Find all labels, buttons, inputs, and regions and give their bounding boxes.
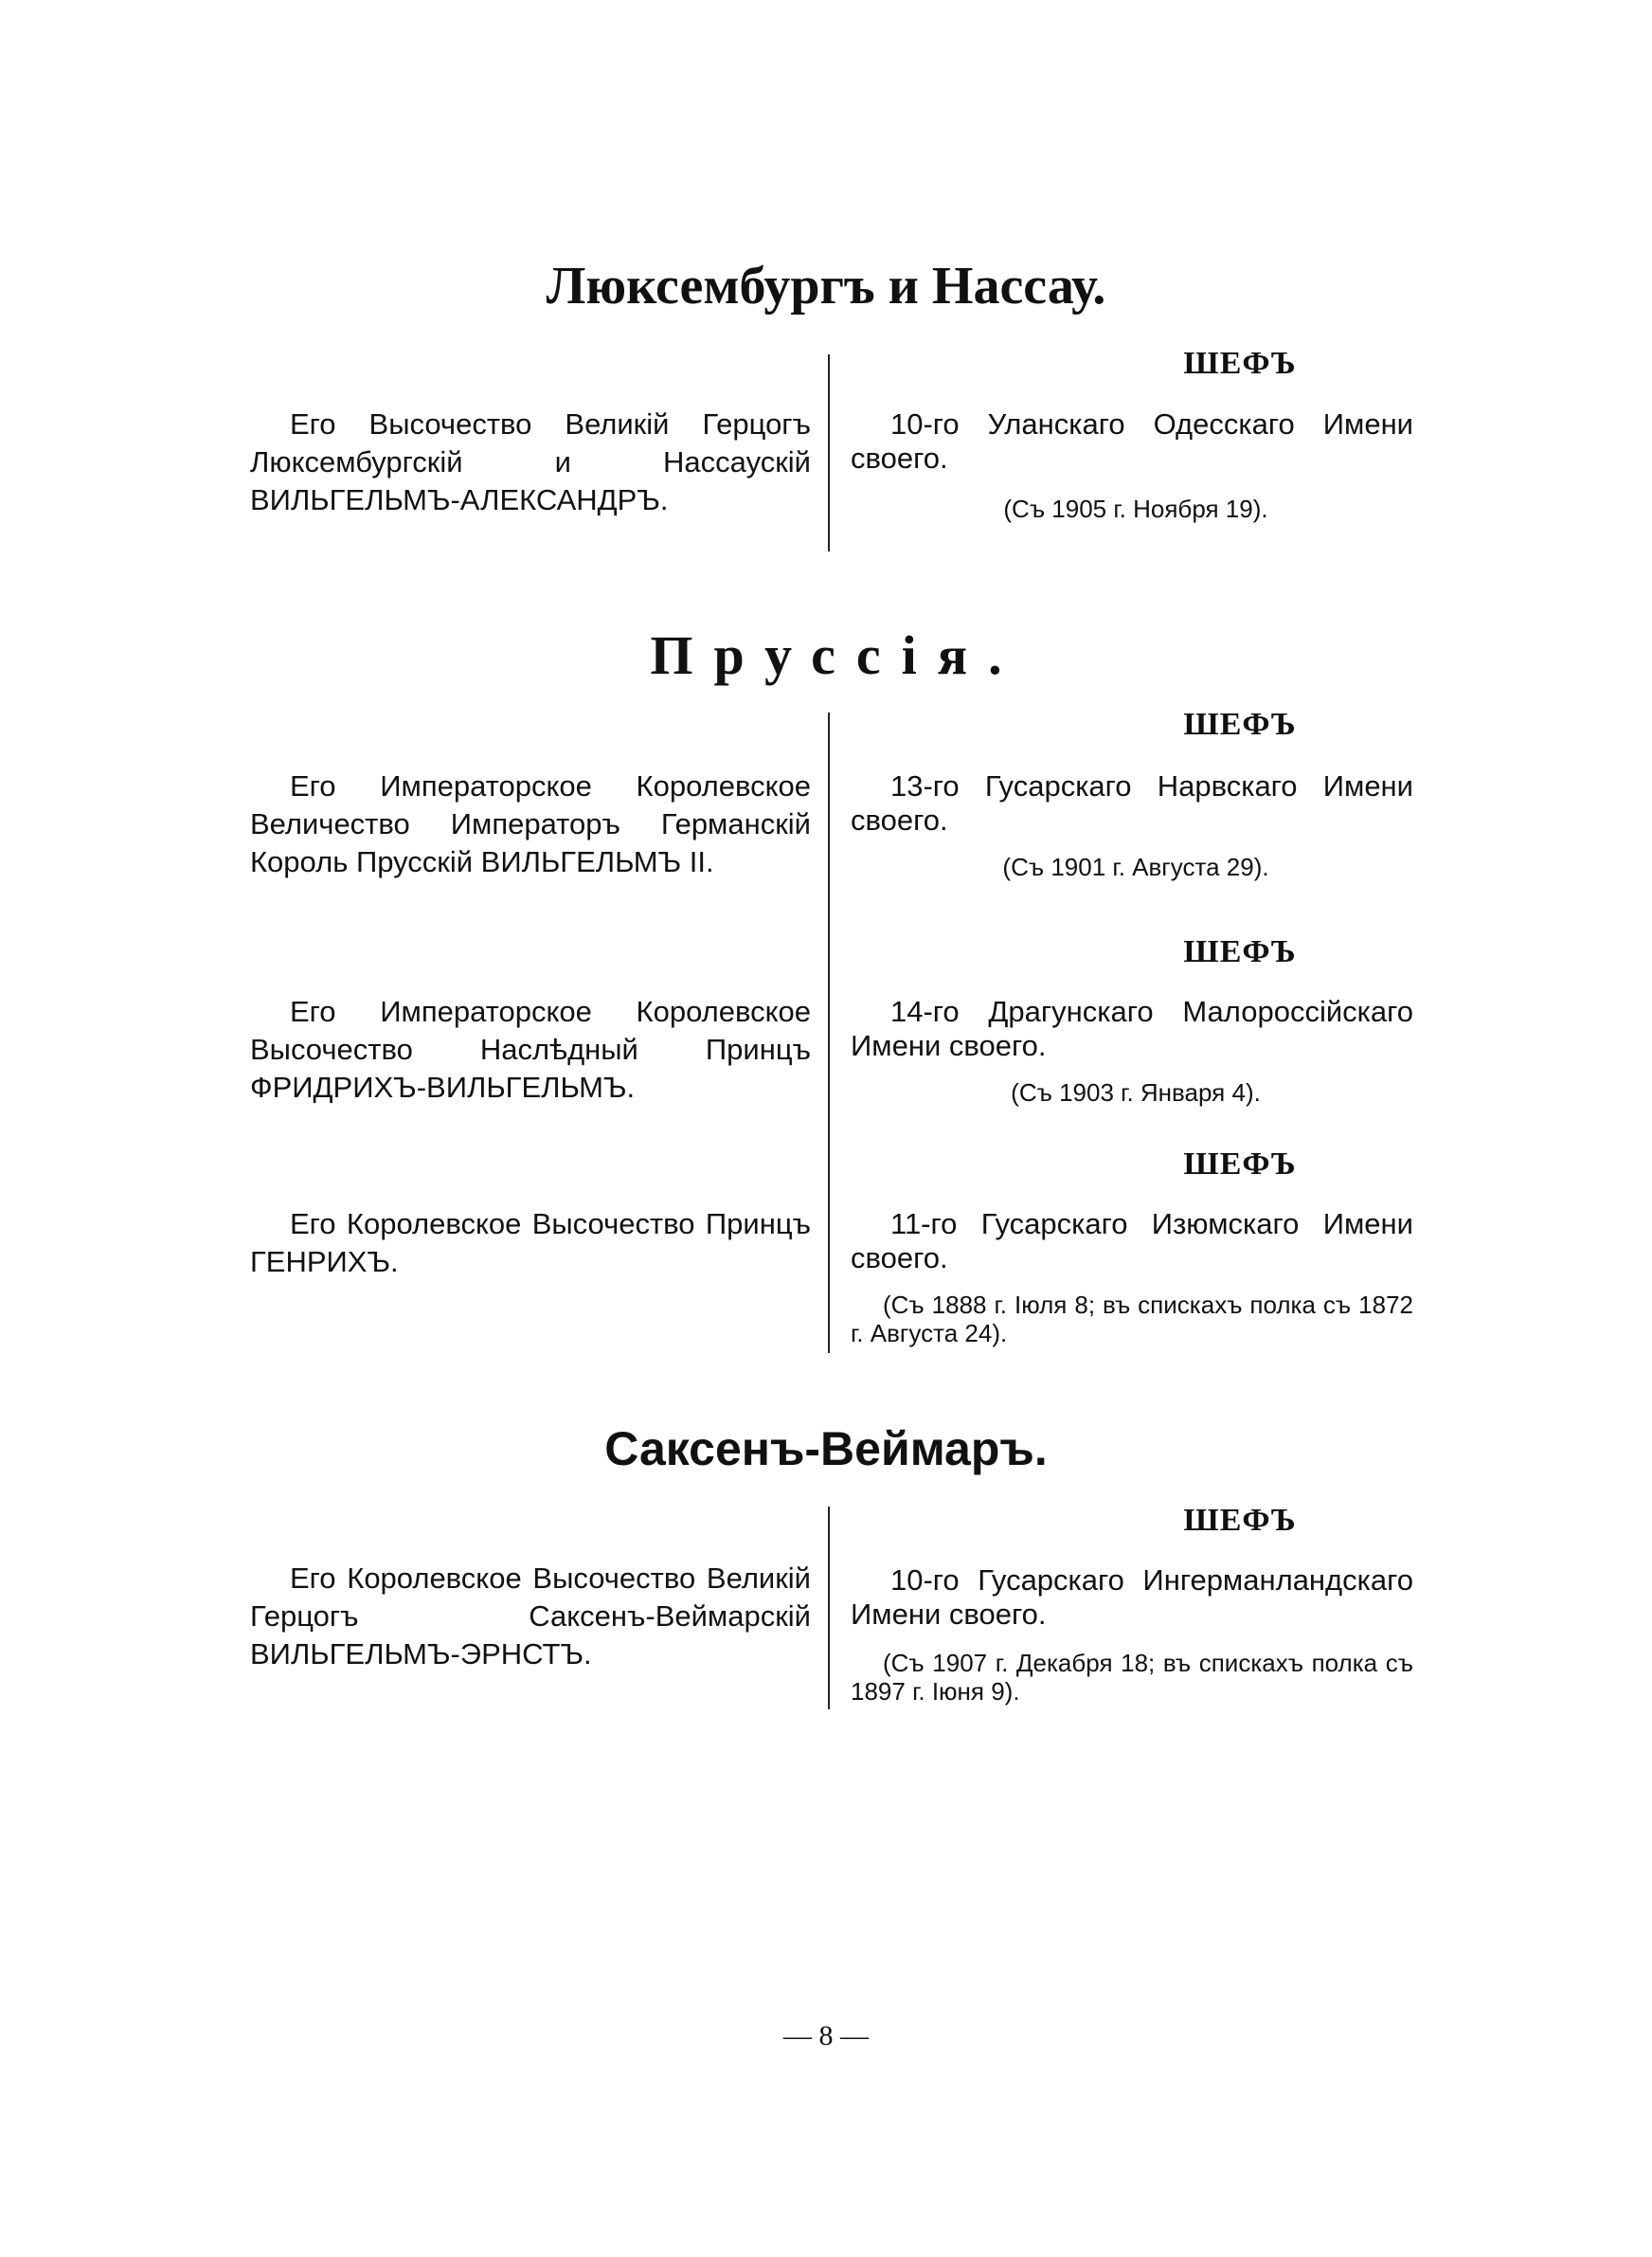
person-name: Его Высочество Великій Герцогъ Люксембургскій и Нассаускій ВИЛЬГЕЛЬМЪ-АЛЕКСАНДРЪ.	[250, 407, 811, 516]
regiment-name: 14-го Драгунскаго Малороссійскаго Имени своего.	[851, 995, 1413, 1062]
shef-heading: ШЕФЪ	[1183, 346, 1297, 381]
section-title-prussia: Пруссія.	[650, 624, 1023, 686]
appointment-date: (Съ 1888 г. Іюля 8; въ спискахъ полка съ 1872 г. Августа 24).	[851, 1291, 1413, 1347]
section-title-saxe-weimar: Саксенъ-Веймаръ.	[604, 1422, 1048, 1475]
person-name: Его Императорское Королевское Высочество Наслѣдный Принцъ ФРИДРИХЪ-ВИЛЬГЕЛЬМЪ.	[250, 995, 811, 1104]
regiment-name: 10-го Гусарскаго Ингерманландскаго Имени своего.	[851, 1563, 1413, 1631]
regiment-name: 11-го Гусарскаго Изюмскаго Имени своего.	[851, 1207, 1413, 1274]
shef-heading: ШЕФЪ	[1183, 707, 1297, 742]
shef-heading: ШЕФЪ	[1183, 934, 1297, 969]
column-divider	[828, 713, 830, 1353]
regiment-name: 13-го Гусарскаго Нарвскаго Имени своего.	[851, 769, 1413, 837]
shef-heading: ШЕФЪ	[1183, 1147, 1297, 1182]
appointment-date: (Съ 1903 г. Января 4).	[1011, 1078, 1261, 1107]
shef-heading: ШЕФЪ	[1183, 1503, 1297, 1538]
appointment-date: (Съ 1901 г. Августа 29).	[1002, 853, 1269, 881]
appointment-date: (Съ 1907 г. Декабря 18; въ спискахъ полка съ 1897 г. Іюня 9).	[851, 1649, 1413, 1706]
regiment-name: 10-го Уланскаго Одесскаго Имени своего.	[851, 407, 1413, 475]
person-name: Его Королевское Высочество Великій Герцогъ Саксенъ-Веймарскій ВИЛЬГЕЛЬМЪ-ЭРНСТЪ.	[250, 1562, 811, 1670]
person-name: Его Королевское Высочество Принцъ ГЕНРИХЪ.	[250, 1207, 811, 1278]
appointment-date: (Съ 1905 г. Ноября 19).	[1003, 495, 1268, 523]
person-name: Его Императорское Королевское Величество Императоръ Германскій Король Прусскій ВИЛЬГЕЛЬМЪ II.	[250, 769, 811, 878]
section-title-luxembourg: Люксембургъ и Нассау.	[546, 257, 1106, 316]
page-number: — 8 —	[783, 2020, 869, 2051]
